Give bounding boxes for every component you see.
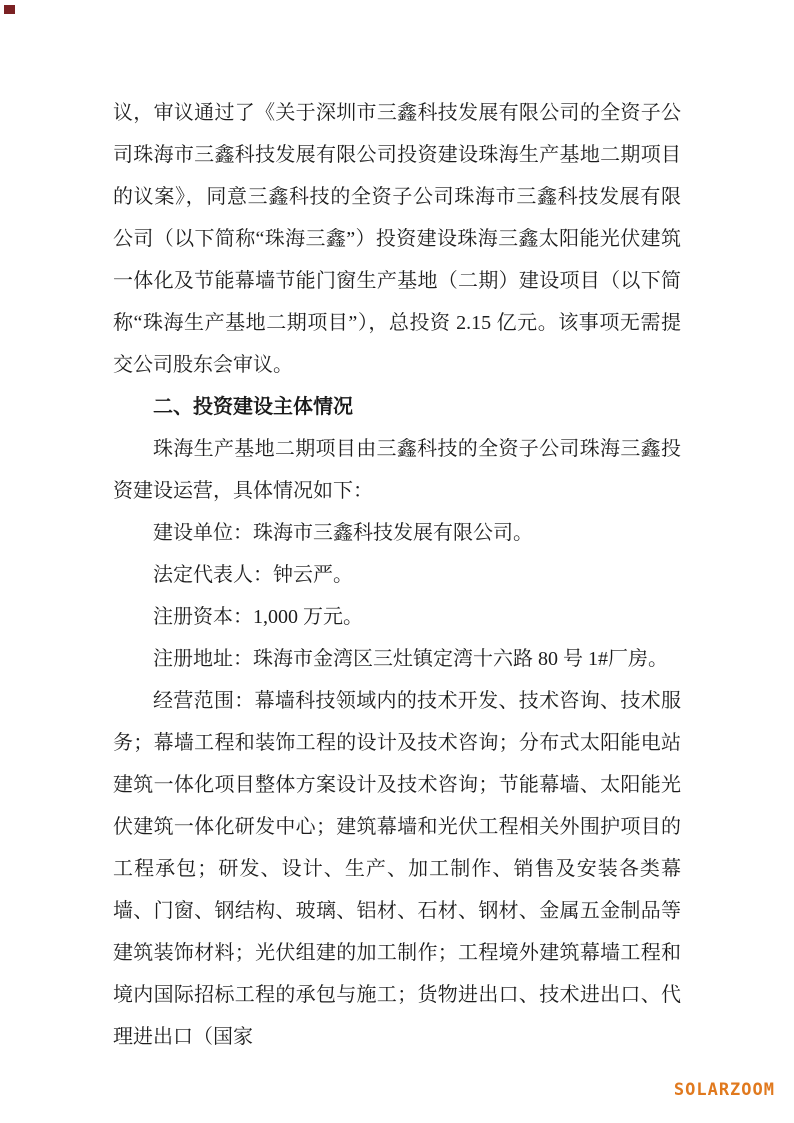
paragraph: 法定代表人：钟云严。 — [153, 564, 353, 586]
paragraph: 议，审议通过了《关于深圳市三鑫科技发展有限公司的全资子公司珠海市三鑫科技发展有限公司投资建设珠海生产基地二期项目的议案》，同意三鑫科技的全资子公司珠海市三鑫科技发展有限公司（以下简称“珠海三鑫”）投资建设珠海三鑫太阳能光伏建筑一体化及节能幕墙节能门窗生产基地（二期）建设项目（以下简称“珠海生产基地二期项目”），总投资 2.15 亿元。该事项无需提交公司股东会审议。 — [113, 102, 681, 376]
solarzoom-watermark: SOLARZOOM — [673, 1080, 775, 1100]
document-body — [113, 92, 681, 1058]
paragraph: 建设单位：珠海市三鑫科技发展有限公司。 — [153, 522, 533, 544]
paragraph: 珠海生产基地二期项目由三鑫科技的全资子公司珠海三鑫投资建设运营，具体情况如下： — [113, 438, 681, 502]
paragraph: 注册资本：1,000 万元。 — [153, 606, 363, 628]
scan-artifact-mark — [4, 5, 15, 14]
paragraph: 经营范围：幕墙科技领域内的技术开发、技术咨询、技术服务；幕墙工程和装饰工程的设计及技术咨询；分布式太阳能电站建筑一体化项目整体方案设计及技术咨询；节能幕墙、太阳能光伏建筑一体化研发中心；建筑幕墙和光伏工程相关外围护项目的工程承包；研发、设计、生产、加工制作、销售及安装各类幕墙、门窗、钢结构、玻璃、铝材、石材、钢材、金属五金制品等建筑装饰材料；光伏组建的加工制作；工程境外建筑幕墙工程和境内国际招标工程的承包与施工；货物进出口、技术进出口、代理进出口（国家 — [113, 690, 681, 1048]
paragraph: 注册地址：珠海市金湾区三灶镇定湾十六路 80 号 1#厂房。 — [153, 648, 668, 670]
section-heading: 二、投资建设主体情况 — [153, 396, 353, 418]
